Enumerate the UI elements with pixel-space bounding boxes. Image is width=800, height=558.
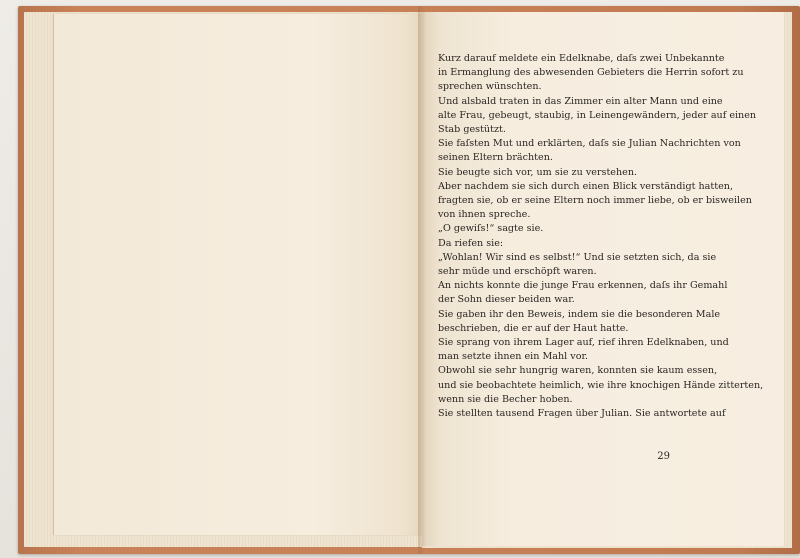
text-line: und sie beobachtete heimlich, wie ihre knochigen Hände zitterten, <box>438 379 764 391</box>
text-line: beschrieben, die er auf der Haut hatte. <box>438 322 629 334</box>
text-line: wenn sie die Becher hoben. <box>438 393 573 405</box>
text-line: Und alsbald traten in das Zimmer ein alter Mann und eine <box>438 95 723 107</box>
text-line: Sie sprang von ihrem Lager auf, rief ihren Edelknaben, und <box>438 337 729 349</box>
text-line: Sie beugte sich vor, um sie zu verstehen. <box>438 166 638 178</box>
text-line: An nichts konnte die junge Frau erkennen, daſs ihr Gemahl <box>438 280 728 292</box>
text-line: Stab gestützt. <box>438 124 506 136</box>
text-line: „O gewiſs!“ sagte sie. <box>438 223 544 235</box>
text-line: von ihnen spreche. <box>438 209 531 221</box>
text-line: man setzte ihnen ein Mahl vor. <box>438 351 589 363</box>
book-gutter <box>418 6 426 554</box>
left-page-blank <box>54 14 426 535</box>
text-line: Sie faſsten Mut und erklärten, daſs sie Julian Nachrichten von <box>438 138 741 150</box>
text-line: der Sohn dieser beiden war. <box>438 294 575 306</box>
text-line: sprechen wünschten. <box>438 81 542 93</box>
text-line: seinen Eltern brächten. <box>438 152 553 164</box>
text-line: alte Frau, gebeugt, staubig, in Leinengewändern, jeder auf einen <box>438 109 757 121</box>
text-line: fragten sie, ob er seine Eltern noch immer liebe, ob er bisweilen <box>438 195 752 207</box>
text-line: Kurz darauf meldete ein Edelknabe, daſs zwei Unbekannte <box>438 53 725 64</box>
text-line: Sie stellten tausend Fragen über Julian. Sie antwortete auf <box>438 408 726 420</box>
text-line: Sie gaben ihr den Beweis, indem sie die besonderen Male <box>438 308 721 320</box>
page-text <box>438 52 764 421</box>
text-line: „Wohlan! Wir sind es selbst!“ Und sie setzten sich, da sie <box>438 251 717 263</box>
text-line: in Ermanglung des abwesenden Gebieters die Herrin sofort zu <box>438 67 744 79</box>
text-line: Obwohl sie sehr hungrig waren, konnten sie kaum essen, <box>438 365 718 377</box>
text-line: Aber nachdem sie sich durch einen Blick verständigt hatten, <box>438 180 734 192</box>
text-line: Da riefen sie: <box>438 237 504 249</box>
page-number: 29 <box>657 451 670 462</box>
text-line: sehr müde und erschöpft waren. <box>438 266 597 278</box>
